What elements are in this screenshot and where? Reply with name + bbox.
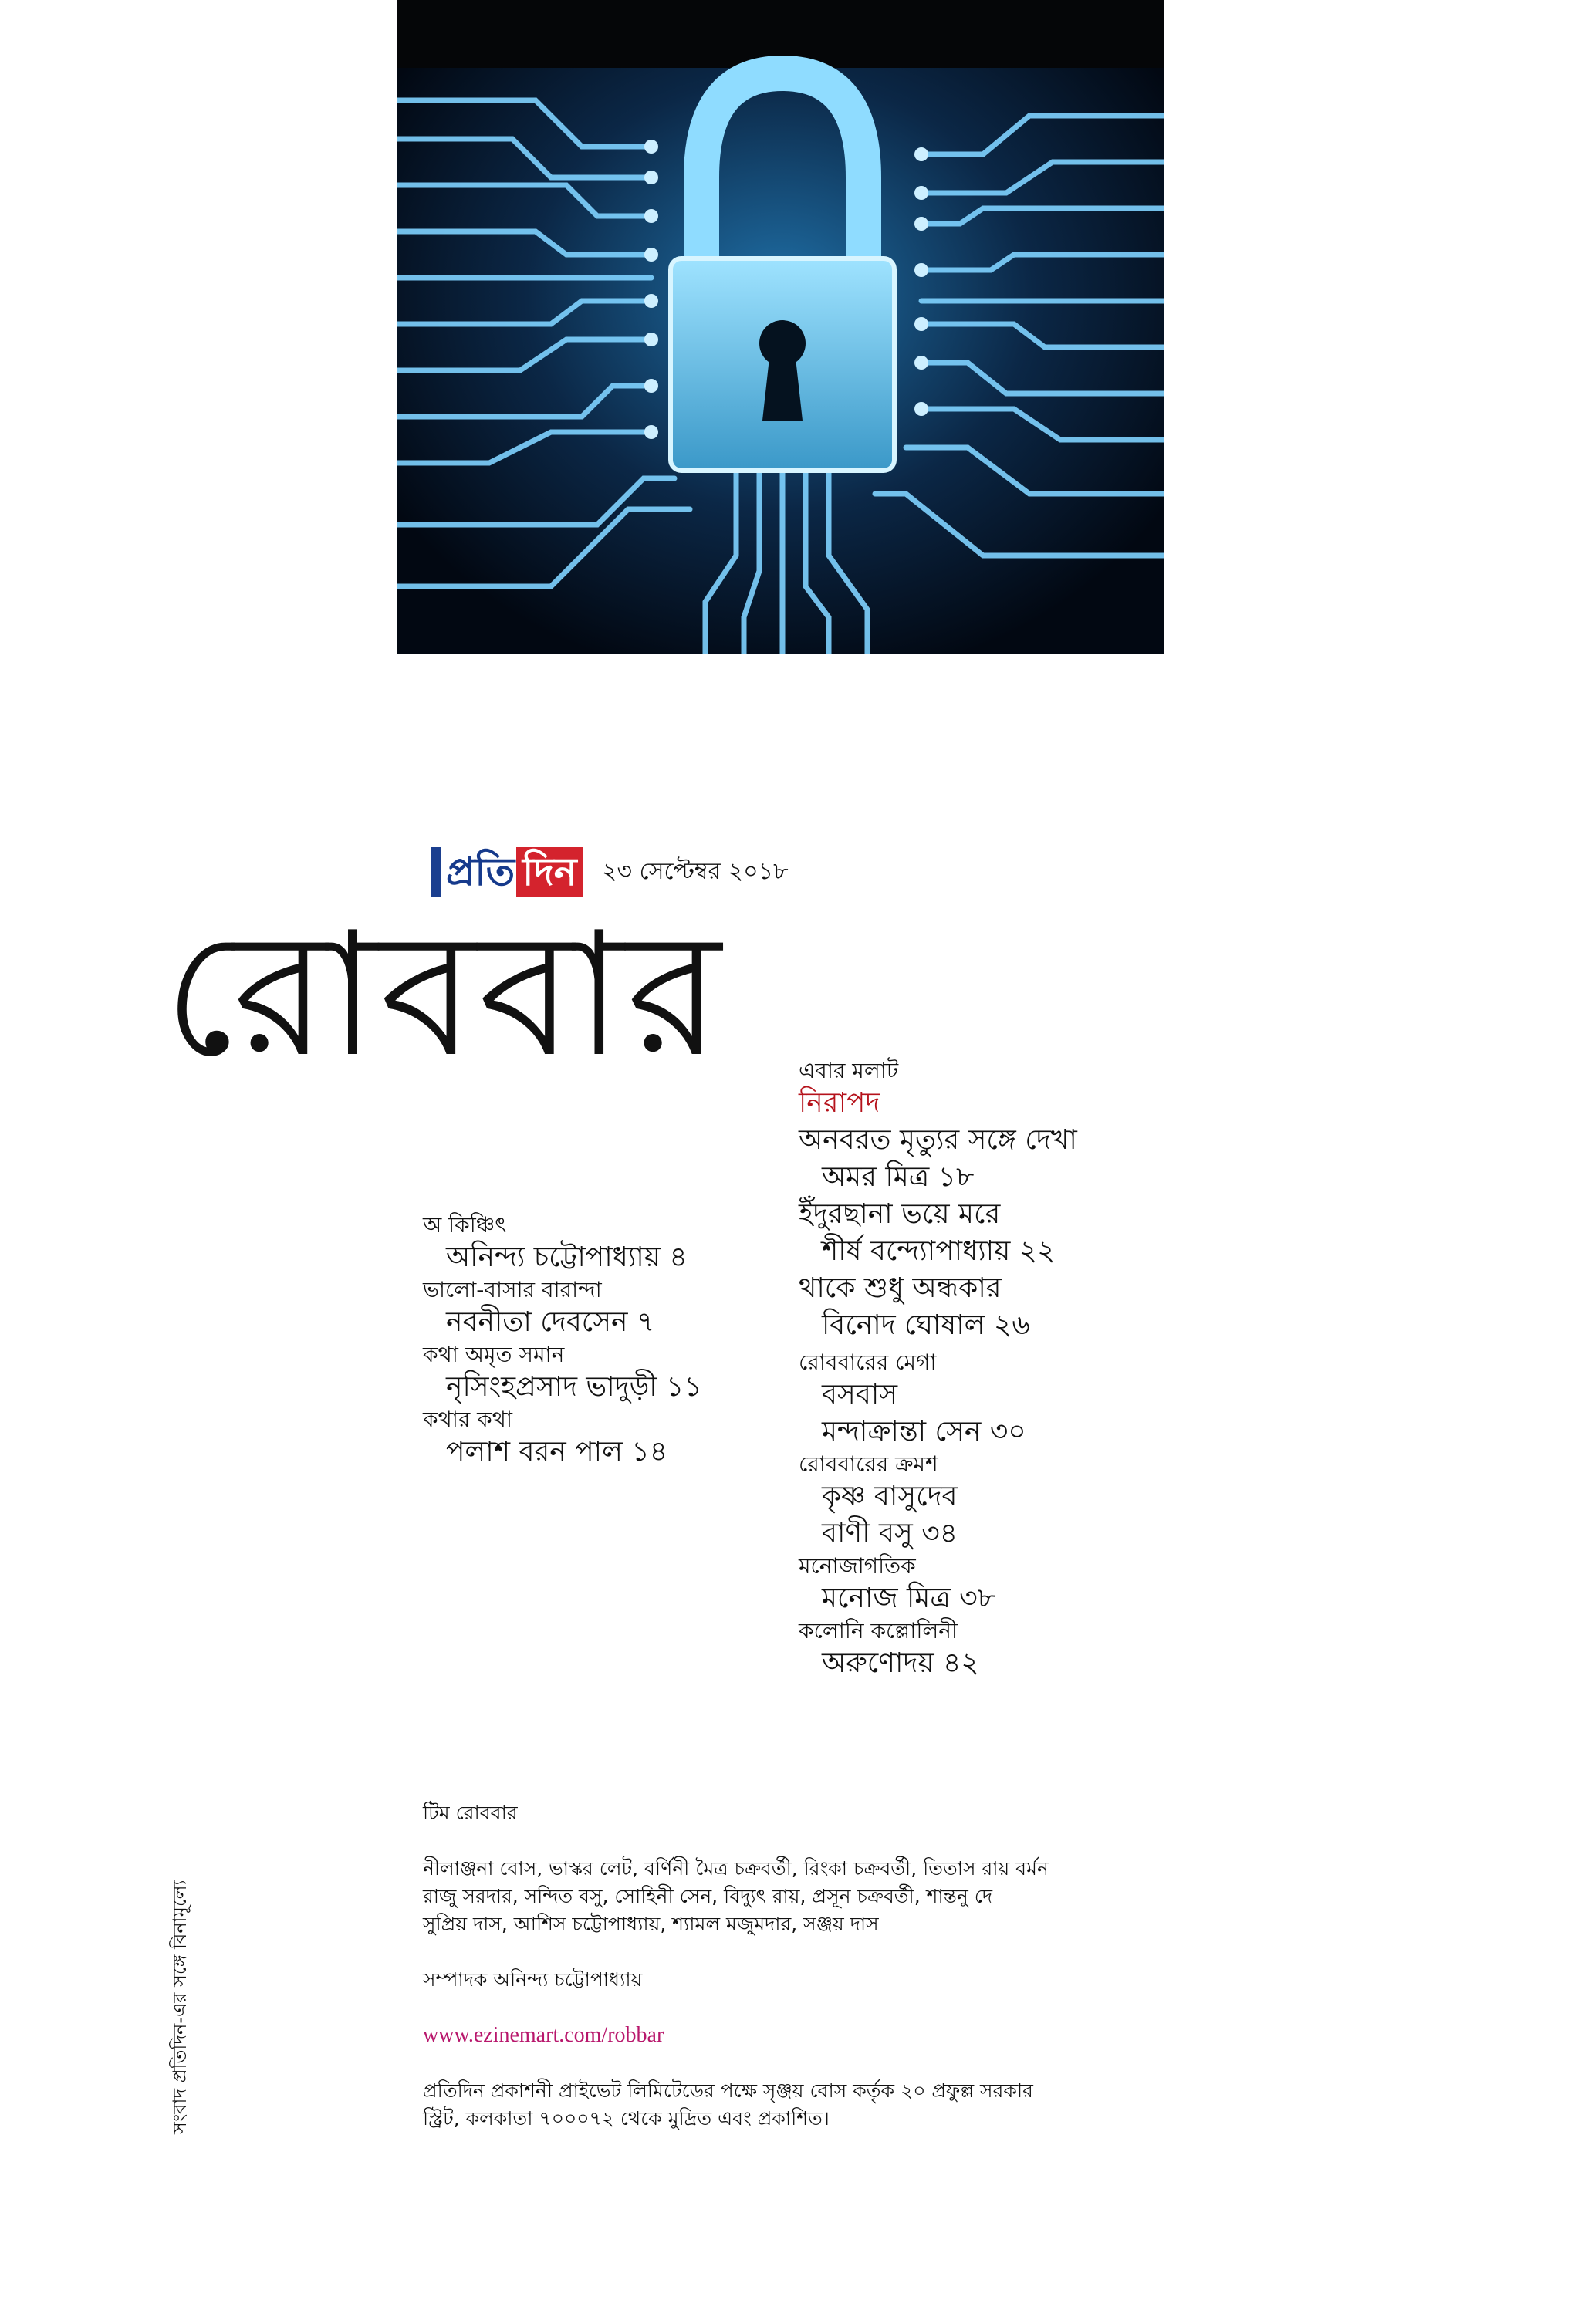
editor-credit: সম্পাদক অনিন্দ্য চট্টোপাধ্যায়: [423, 1968, 643, 1991]
article-author: নৃসিংহপ্রসাদ ভাদুড়ী ১১: [446, 1371, 702, 1403]
section-category: রোববারের ক্রমশ: [799, 1451, 938, 1477]
contents-entry: [799, 1349, 1231, 1451]
publication-logo: [431, 847, 583, 897]
article-author: শীর্ষ বন্দ্যোপাধ্যায় ২২: [822, 1235, 1056, 1267]
team-heading: টিম রোববার: [423, 1802, 518, 1824]
publisher-line: প্রতিদিন প্রকাশনী প্রাইভেট লিমিটেডের পক্ষে সৃঞ্জয় বোস কর্তৃক ২০ প্রফুল্ল সরকার: [423, 2079, 1033, 2102]
cover-image: [397, 0, 1164, 654]
contents-entry: [799, 1552, 1231, 1617]
contents-entry: [799, 1057, 1231, 1122]
publisher-line: স্ট্রিট, কলকাতা ৭০০০৭২ থেকে মুদ্রিত এবং প্রকাশিত।: [423, 2107, 830, 2130]
article-author: অনিন্দ্য চট্টোপাধ্যায় ৪: [446, 1241, 688, 1273]
article-title: থাকে শুধু অন্ধকার: [799, 1272, 1002, 1304]
section-category: ভালো-বাসার বারান্দা: [423, 1277, 602, 1302]
article-author: বাণী বসু ৩৪: [822, 1518, 958, 1549]
section-category: মনোজাগতিক: [799, 1553, 916, 1579]
article-author: মনোজ মিত্র ৩৮: [822, 1583, 995, 1614]
article-author: মন্দাক্রান্তা সেন ৩০: [822, 1416, 1026, 1447]
magazine-title: রোববার: [164, 896, 725, 1095]
issue-date: ২৩ সেপ্টেম্বর ২০১৮: [602, 858, 789, 885]
logo-bar: [431, 847, 441, 897]
contents-entry: [799, 1196, 1231, 1270]
logo-text-part1: প্রতি: [446, 850, 515, 894]
padlock-circuit-icon: [397, 0, 1164, 654]
credits-block: [423, 1799, 1195, 2133]
contents-entry: [423, 1406, 778, 1471]
section-category: কথার কথা: [423, 1407, 512, 1432]
section-category: এবার মলাট: [799, 1058, 899, 1083]
side-note: সংবাদ প্রতিদিন-এর সঙ্গে বিনামূল্যে: [169, 1880, 191, 2134]
contents-entry: [799, 1451, 1231, 1552]
contents-entry: [423, 1276, 778, 1341]
logo-text-part2: দিন: [516, 847, 583, 897]
contents-entry: [799, 1122, 1231, 1196]
section-category: কলোনি কল্লোলিনী: [799, 1618, 958, 1643]
section-category: অ কিঞ্চিৎ: [423, 1212, 507, 1238]
article-author: অমর মিত্র ১৮: [822, 1161, 975, 1193]
article-author: অরুণোদয় ৪২: [822, 1647, 979, 1679]
article-title: বসবাস: [822, 1379, 898, 1410]
contents-left-column: [423, 1211, 778, 1471]
section-category: কথা অমৃত সমান: [423, 1342, 565, 1367]
section-category: রোববারের মেগা: [799, 1349, 937, 1375]
contents-entry: [799, 1617, 1231, 1682]
team-members-line: সুপ্রিয় দাস, আশিস চট্টোপাধ্যায়, শ্যামল মজুমদার, সঞ্জয় দাস: [423, 1913, 879, 1935]
cover-story-title: নিরাপদ: [799, 1087, 880, 1119]
contents-entry: [423, 1211, 778, 1276]
contents-right-column: [799, 1057, 1231, 1682]
website-link[interactable]: www.ezinemart.com/robbar: [423, 2023, 664, 2047]
article-author: বিনোদ ঘোষাল ২৬: [822, 1309, 1030, 1341]
contents-entry: [799, 1270, 1231, 1344]
article-title: ইঁদুরছানা ভয়ে মরে: [799, 1198, 1001, 1230]
article-author: নবনীতা দেবসেন ৭: [446, 1306, 655, 1338]
article-author: পলাশ বরন পাল ১৪: [446, 1436, 668, 1468]
team-members-line: রাজু সরদার, সন্দিত বসু, সোহিনী সেন, বিদ্যুৎ রায়, প্রসূন চক্রবর্তী, শান্তনু দে: [423, 1885, 993, 1907]
article-title: অনবরত মৃত্যুর সঙ্গে দেখা: [799, 1124, 1077, 1156]
article-title: কৃষ্ণ বাসুদেব: [822, 1481, 958, 1512]
contents-entry: [423, 1341, 778, 1406]
team-members-line: নীলাঞ্জনা বোস, ভাস্কর লেট, বর্ণিনী মৈত্র চক্রবর্তী, রিংকা চক্রবর্তী, তিতাস রায় বর্মন: [423, 1857, 1049, 1880]
